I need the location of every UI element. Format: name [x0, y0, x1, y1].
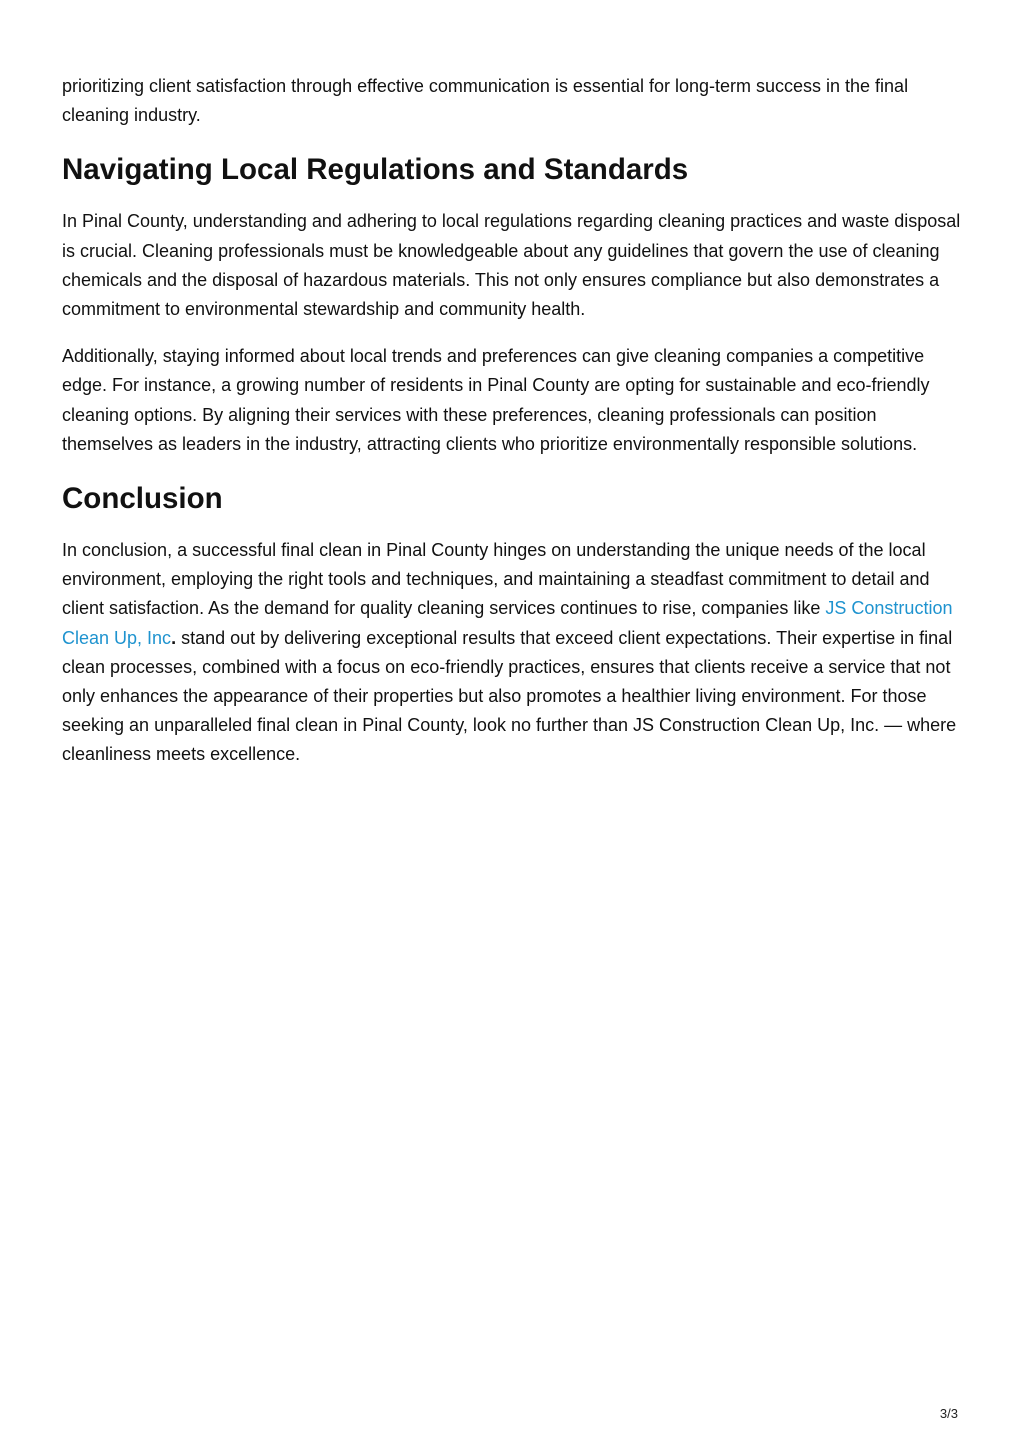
conclusion-text-before-link: In conclusion, a successful final clean in Pinal County hinges on understanding the unique needs of the local environment, employing the right tools and techniques, and maintaining a steadfast commitment to detail and client satisfaction. As the demand for quality cleaning services continues to rise, companies like: [62, 540, 930, 619]
page-number: 3/3: [939, 1406, 958, 1421]
document-page: [62, 72, 967, 770]
company-link[interactable]: JS Construction Clean Up, Inc: [62, 598, 953, 648]
intro-continuation-paragraph: prioritizing client satisfaction through effective communication is essential for long-term success in the final cleaning industry.: [62, 76, 909, 126]
conclusion-heading: Conclusion: [62, 482, 223, 516]
regulations-paragraph-2: Additionally, staying informed about local trends and preferences can give cleaning companies a competitive edge. For instance, a growing number of residents in Pinal County are opting for sustainable and eco-friendly cleaning options. By aligning their services with these preferences, cleaning professionals can position themselves as leaders in the industry, attracting clients who prioritize environmentally responsible solutions.: [62, 346, 930, 454]
regulations-heading: Navigating Local Regulations and Standards: [62, 153, 689, 187]
conclusion-text-after-link: stand out by delivering exceptional results that exceed client expectations. Their expertise in final clean processes, combined with a focus on eco-friendly practices, ensures that clients receive a service that not only enhances the appearance of their properties but also promotes a healthier living environment. For those seeking an unparalleled final clean in Pinal County, look no further than JS Construction Clean Up, Inc. — where cleanliness meets excellence.: [62, 627, 957, 765]
regulations-paragraph-1: In Pinal County, understanding and adhering to local regulations regarding cleaning practices and waste disposal is crucial. Cleaning professionals must be knowledgeable about any guidelines that govern the use of cleaning chemicals and the disposal of hazardous materials. This not only ensures compliance but also demonstrates a commitment to environmental stewardship and community health.: [62, 211, 961, 320]
conclusion-paragraph: [62, 536, 967, 770]
link-period: .: [171, 627, 177, 648]
